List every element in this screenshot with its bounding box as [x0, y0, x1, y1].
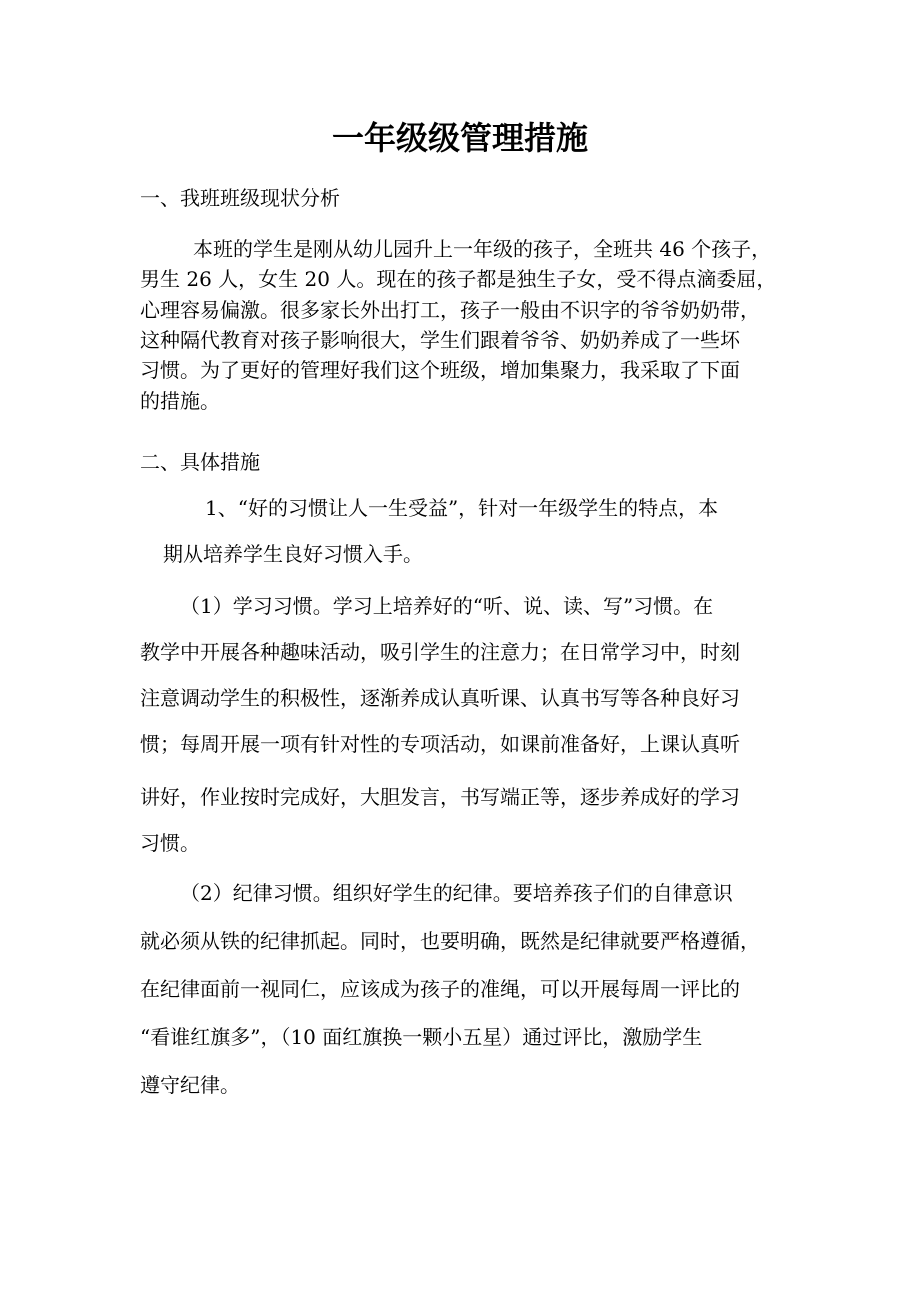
paragraph-line: 在纪律面前一视同仁，应该成为孩子的准绳，可以开展每周一评比的	[140, 977, 740, 1001]
paragraph-line: 教学中开展各种趣味活动，吸引学生的注意力；在日常学习中，时刻	[140, 640, 740, 664]
paragraph-line: 讲好，作业按时完成好，大胆发言，书写端正等，逐步养成好的学习	[140, 785, 740, 809]
paragraph-line: “看谁红旗多”，（10 面红旗换一颗小五星）通过评比，激励学生	[140, 1025, 703, 1049]
paragraph-line: 期从培养学生良好习惯入手。	[163, 542, 423, 566]
paragraph-line: 惯；每周开展一项有针对性的专项活动，如课前准备好，上课认真听	[140, 732, 740, 756]
paragraph-line: 心理容易偏激。很多家长外出打工，孩子一般由不识字的爷爷奶奶带，	[140, 298, 760, 322]
section-heading-measures: 二、具体措施	[140, 450, 260, 474]
paragraph-line: 就必须从铁的纪律抓起。同时，也要明确，既然是纪律就要严格遵循，	[140, 929, 760, 953]
paragraph-line: （2）纪律习惯。组织好学生的纪律。要培养孩子们的自律意识	[180, 881, 733, 905]
section-heading-status: 一、我班班级现状分析	[140, 186, 340, 210]
paragraph-line: 的措施。	[140, 389, 220, 413]
paragraph-line: 习惯。	[140, 831, 200, 855]
paragraph-line: 这种隔代教育对孩子影响很大，学生们跟着爷爷、奶奶养成了一些坏	[140, 328, 740, 352]
document-title: 一年级级管理措施	[331, 119, 588, 157]
paragraph-line: 男生 26 人，女生 20 人。现在的孩子都是独生子女，受不得点滴委屈，	[140, 267, 777, 291]
paragraph-line: （1）学习习惯。学习上培养好的“听、说、读、写”习惯。在	[180, 594, 714, 618]
paragraph-line: 本班的学生是刚从幼儿园升上一年级的孩子，全班共 46 个孩子，	[193, 237, 772, 261]
paragraph-line: 遵守纪律。	[140, 1073, 240, 1097]
paragraph-line: 注意调动学生的积极性，逐渐养成认真听课、认真书写等各种良好习	[140, 686, 740, 710]
paragraph-line: 1、“好的习惯让人一生受益”，针对一年级学生的特点，本	[205, 496, 719, 520]
paragraph-line: 习惯。为了更好的管理好我们这个班级，增加集聚力，我采取了下面	[140, 358, 740, 382]
